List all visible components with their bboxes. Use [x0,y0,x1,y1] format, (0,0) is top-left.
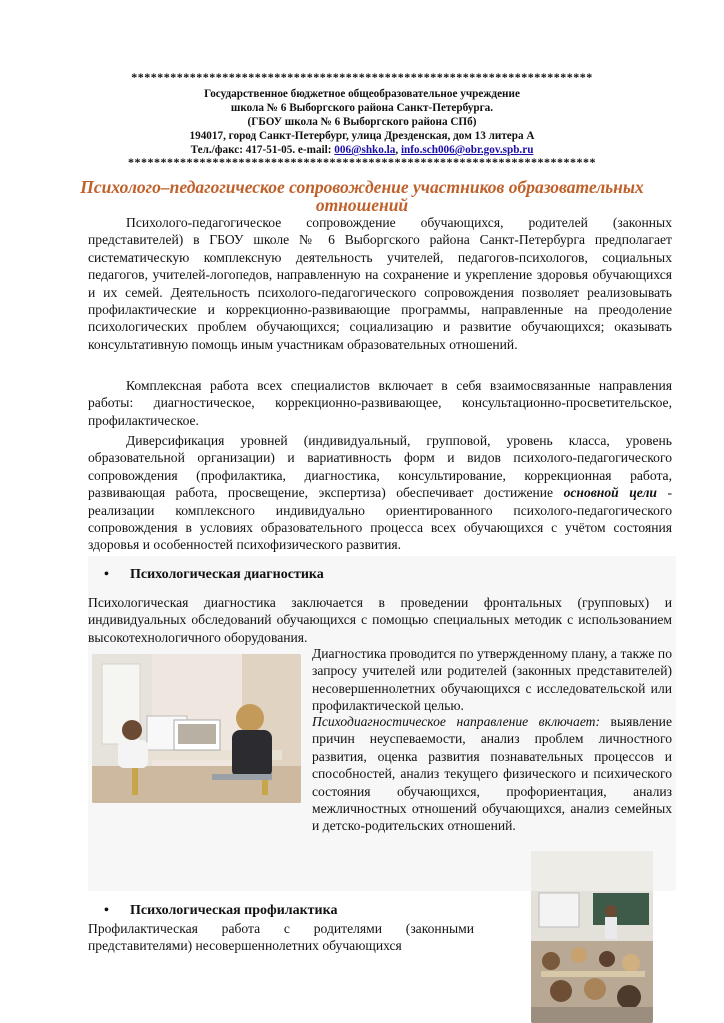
phone-text: Тел./факс: 417-51-05. e-mail: [190,144,335,156]
intro-paragraph-3 [88,432,672,554]
intro-paragraph-2 [88,377,672,429]
page-title: Психолого–педагогическое сопровождение участников образовательных отношений [80,177,644,215]
intro-text-1: Психолого-педагогическое сопровождение обучающихся, родителей (законных представителей) в ГБОУ школе № 6 Выборгского района Санкт-Петербурга предполагает систематическую комплексную деятельность учителей, педагогов-психологов, социальных педагогов, учителей-логопедов, направленную на сохранение и укрепление здоровья обучающихся и их семей. Деятельность психолого-педагогического сопровождения позволяет реализовывать профилактические и коррекционно-развивающие программы, направленные на преодоление психологических проблем обучающихся; социализацию и развитие обучающихся; оказывать консультативную помощь иным участникам образовательных отношений. [88,215,672,352]
email-separator: , [395,144,401,156]
bullet-icon: • [104,567,109,582]
section-prevention-heading [104,903,337,919]
school-name-line2: школа № 6 Выборгского района Санкт-Петербурга. [230,102,494,114]
diagnostics-list-text: выявление причин неуспеваемости, анализ проблем личностного развития, оценка развития познавательных процессов и способностей, анализ текущего физического и психического состояния обучающихся, профориентация, анализ межличностных отношений обучающихся, анализ семейных и детско-родительских отношений. [312,714,672,834]
section-diagnostics-heading [104,567,324,583]
header-stars-bottom: ************************************************************************ [128,155,596,169]
intro-text-3b: - реализации комплексного индивидуально ориентированного психолого-педагогического сопровождения в условиях образовательного процесса всех обучающихся с учётом состояния здоровья и особенностей психофизического развития. [88,485,672,553]
intro-text-3a: Диверсификация уровней (индивидуальный, групповой, уровень класса, уровень образовательной организации) и вариативность форм и видов психолого-педагогического сопровождения (профилактика, диагностика, консультирование, коррекционная работа, развивающая работа, просвещение, экспертиза) обеспечивает достижение [88,433,672,501]
prevention-paragraph-1: Профилактическая работа с родителями (законными представителями) несовершеннолетних обучающихся [88,921,474,954]
heading-text: Психологическая диагностика [130,567,324,582]
photo-classroom [531,851,653,1023]
diagnostics-paragraph-2: Диагностика проводится по утвержденному плану, а также по запросу учителей или родителей (законных представителей) несовершеннолетних обучающихся с исследовательской или профилактической целью. [312,646,672,714]
diagnostics-intro-italic: Психодиагностическое направление включает: [312,714,601,729]
intro-text-2: Комплексная работа всех специалистов включает в себя взаимосвязанные направления работы: диагностическое, коррекционно-развивающее, консультационно-просветительское, профилактическое. [88,378,672,428]
intro-paragraph-1 [88,214,672,353]
bullet-icon: • [104,903,109,918]
school-name-line1: Государственное бюджетное общеобразовательное учреждение [204,88,520,100]
heading-text: Психологическая профилактика [130,903,338,918]
school-address: 194017, город Санкт-Петербург, улица Дрезденская, дом 13 литера А [189,130,535,142]
email-link-2[interactable]: info.sch006@obr.gov.spb.ru [400,144,534,156]
diagnostics-paragraph-1: Психологическая диагностика заключается в проведении фронтальных (групповых) и индивидуальных обследований обучающихся с помощью специальных методик с использованием высокотехнологичного оборудования. [88,595,672,645]
school-short-name: (ГБОУ школа № 6 Выборгского района СПб) [247,116,477,128]
main-goal-text: основной цели [563,485,657,501]
header-stars-top: *********************************************************************** [131,70,593,84]
diagnostics-paragraph-3 [312,713,672,835]
email-link-1[interactable]: 006@shko.la [334,144,396,156]
photo-diagnostics-computer [92,654,301,803]
